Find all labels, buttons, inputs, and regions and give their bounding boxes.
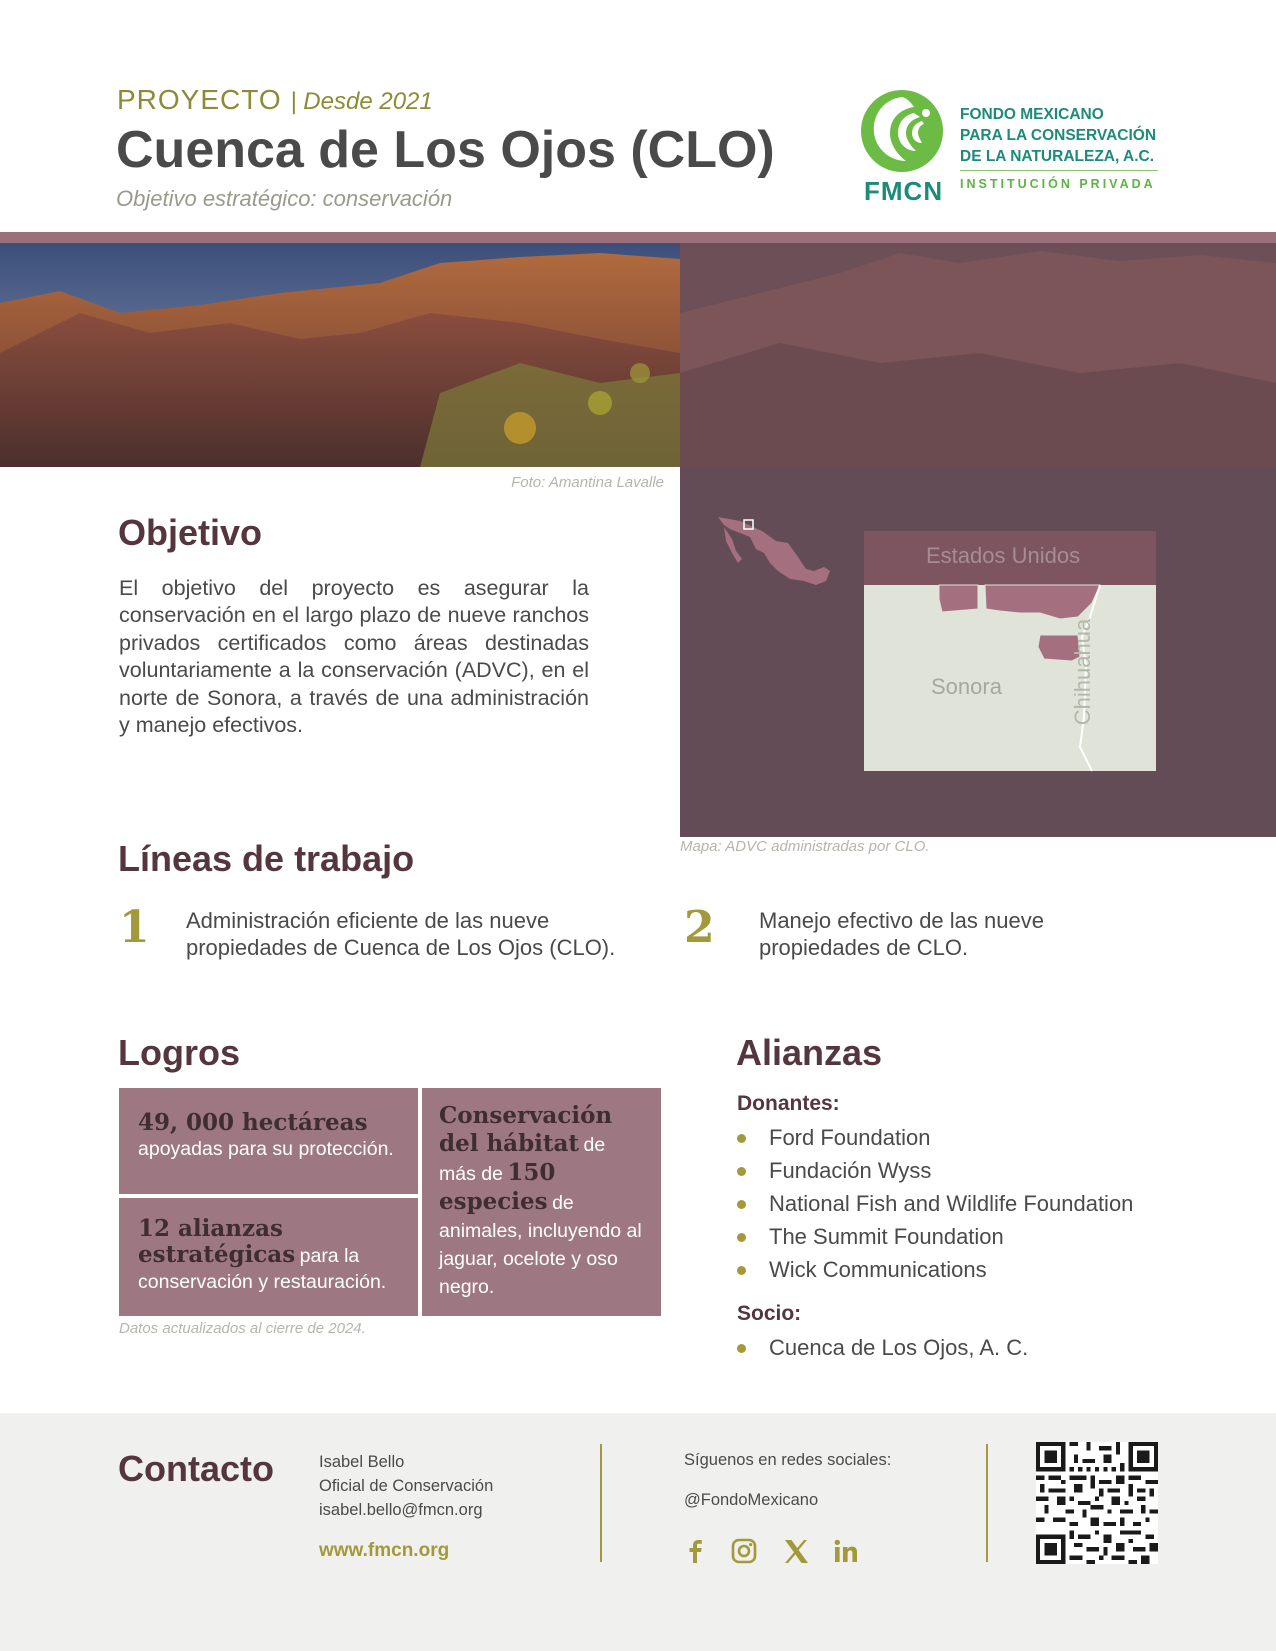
contact-details [319, 1450, 493, 1522]
project-kicker [117, 84, 433, 116]
contacto-heading: Contacto [118, 1448, 274, 1489]
logo-name-line: FONDO MEXICANO [960, 106, 1104, 123]
map-label-sonora: Sonora [931, 674, 1002, 699]
page-title: Cuenca de Los Ojos (CLO) [116, 121, 775, 179]
linea-text: Manejo efectivo de las nueve propiedades de CLO. [759, 908, 1044, 960]
objetivo-text: El objetivo del proyecto es asegurar la conservación en el largo plazo de nueve ranchos privados certificados como áreas destinadas voluntariamente a la conservación (ADVC), en el norte de Sonora, a través de una administración y manejo efectivos. [119, 576, 589, 738]
logo-tagline: INSTITUCIÓN PRIVADA [960, 177, 1156, 191]
qr-code-icon[interactable] [1036, 1442, 1158, 1564]
kicker-label: PROYECTO [117, 84, 282, 115]
objetivo-heading: Objetivo [118, 512, 263, 553]
contact-name: Isabel Bello [319, 1453, 405, 1471]
photo-top-band [0, 232, 1276, 243]
map-label-chihuahua: Chihuahua [1070, 618, 1095, 726]
social-handle: @FondoMexicano [684, 1491, 819, 1509]
linkedin-icon[interactable] [831, 1536, 861, 1566]
logo-abbreviation: FMCN [864, 176, 944, 206]
logro-detail: apoyadas para su protección. [138, 1138, 394, 1160]
alianzas-heading: Alianzas [736, 1032, 883, 1073]
instagram-icon[interactable] [729, 1536, 759, 1566]
contact-role: Oficial de Conservación [319, 1477, 494, 1495]
linea-number: 2 [684, 902, 715, 953]
footer-divider [600, 1444, 602, 1562]
socio-label: Socio: [737, 1302, 802, 1325]
logo-divider [960, 170, 1158, 171]
landscape-photo [0, 243, 1276, 467]
donantes-label: Donantes: [737, 1092, 840, 1115]
project-since: | Desde 2021 [290, 88, 433, 115]
logro-detail: de animales, incluyendo al jaguar, ocelote y oso negro. [439, 1192, 642, 1298]
map-illustration [680, 467, 1276, 837]
logro-card-alianzas [119, 1198, 418, 1316]
mexico-silhouette [718, 517, 830, 585]
website-link[interactable]: www.fmcn.org [319, 1540, 450, 1561]
linea-number: 1 [119, 902, 150, 953]
logro-highlight: 12 alianzas estratégicas [138, 1215, 296, 1268]
social-heading: Síguenos en redes sociales: [684, 1451, 892, 1469]
linea-text: Administración eficiente de las nueve propiedades de Cuenca de Los Ojos (CLO). [186, 908, 616, 960]
logro-card-especies [422, 1088, 661, 1316]
footer-divider [986, 1444, 988, 1562]
logro-highlight: 49, 000 hectáreas [138, 1109, 368, 1136]
map-credit: Mapa: ADVC administradas por CLO. [680, 838, 930, 855]
logro-highlight: Conservación del hábitat [439, 1102, 613, 1157]
lineas-heading: Líneas de trabajo [118, 838, 415, 879]
list-item: The Summit Foundation [737, 1220, 1133, 1253]
fmcn-logo-icon [860, 89, 944, 173]
logo-name [960, 104, 1156, 167]
x-icon[interactable] [781, 1536, 811, 1566]
logro-detail: para la conservación y restauración. [138, 1245, 387, 1293]
list-item: Ford Foundation [737, 1121, 1133, 1154]
map-label-estados-unidos: Estados Unidos [926, 543, 1081, 568]
donantes-list [737, 1121, 1133, 1286]
socio-list [737, 1331, 1028, 1364]
contact-email-link[interactable]: isabel.bello@fmcn.org [319, 1501, 483, 1519]
logros-note: Datos actualizados al cierre de 2024. [119, 1320, 366, 1337]
list-item: Fundación Wyss [737, 1154, 1133, 1187]
page-subtitle: Objetivo estratégico: conservación [116, 186, 453, 211]
facebook-icon[interactable] [680, 1536, 710, 1566]
logro-card-hectareas [119, 1088, 418, 1194]
logro-detail: de más de [439, 1134, 606, 1185]
list-item: National Fish and Wildlife Foundation [737, 1187, 1133, 1220]
logo-name-line: PARA LA CONSERVACIÓN [960, 127, 1157, 144]
list-item: Cuenca de Los Ojos, A. C. [737, 1331, 1028, 1364]
map-panel [680, 467, 1276, 837]
list-item: Wick Communications [737, 1253, 1133, 1286]
logros-heading: Logros [118, 1032, 240, 1073]
logro-highlight: 150 especies [439, 1159, 556, 1215]
logo-name-line: DE LA NATURALEZA, A.C. [960, 148, 1155, 165]
photo-credit: Foto: Amantina Lavalle [511, 474, 664, 491]
